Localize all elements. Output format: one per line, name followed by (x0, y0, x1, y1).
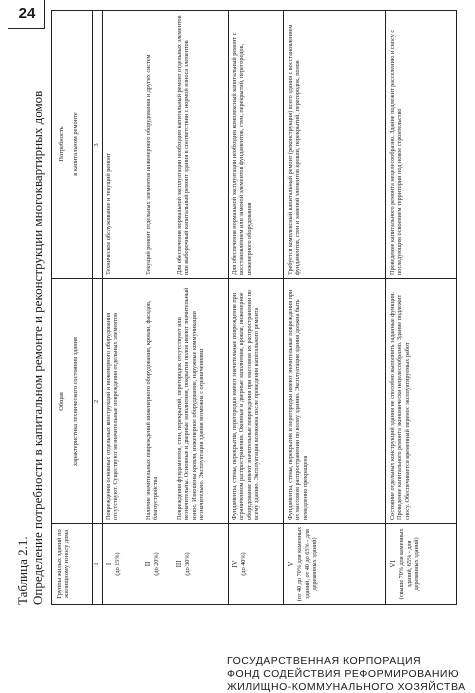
column-number: 3 (93, 143, 100, 147)
characteristic-cell: Повреждения фундаментов, стен, перекрытий, перегородок отсутствуют или незначительны. Основные и дверные заполнения, покрытия полов имеют значительный износ. Изношены кровля, инженерное оборудование, наружные коммуникации незначительно. Эксплуатация здания возможна с ограничениями (176, 287, 206, 520)
header-need-line1: Потребность (58, 126, 65, 162)
number-row-rule (102, 11, 103, 604)
group-range: (от 40 до 70% для каменных зданий, от 40 до 65% - для деревянных зданий) (296, 526, 319, 602)
table-title: Определение потребности в капитальном ремонте и реконструкции многоквартирных домов (30, 90, 45, 605)
need-cell: Для обеспечения нормальной эксплуатации необходим комплексный капитальный ремонт с восстановлением или заменой элементов фундаментов, стен, перекрытий, перегородок, инженерного оборудования (231, 32, 253, 275)
group-cell (232, 526, 280, 602)
group-roman: VI (390, 560, 397, 568)
need-cell: Для обеспечения нормальной эксплуатации необходим капитальный ремонт отдельных элементов или выборочный капитальный ремонт здания в соответствии с нормой износа элементов (176, 15, 191, 275)
row-rule-4 (283, 11, 284, 604)
header-group: Группы жилых зданий по жилищному износу дома (56, 529, 71, 599)
characteristic-cell: Фундаменты, стены, перекрытия и перегородки имеют значительные повреждения при их массовом распространении по всему зданию. Эксплуатация здания должна быть немедленно прекращена (287, 289, 309, 520)
footer-org-line2: ФОНД СОДЕЙСТВИЯ РЕФОРМИРОВАНИЮ (227, 668, 460, 680)
group-cell (390, 526, 454, 602)
group-range: (до 30%) (184, 552, 192, 576)
column-divider-1 (52, 523, 456, 524)
group-range: (свыше 70% для каменных зданий, 65% - для деревянных зданий) (398, 528, 421, 600)
header-characteristic-line2: характеристика технического состояния здания (72, 337, 79, 466)
group-cell (176, 526, 226, 602)
group-range: (до 15%) (114, 552, 122, 576)
header-need-line2: в капитальном ремонте (72, 112, 79, 176)
column-number: 1 (93, 562, 100, 566)
footer-org-line3: ЖИЛИЩНО-КОММУНАЛЬНОГО ХОЗЯЙСТВА (227, 681, 466, 693)
column-divider-2 (52, 278, 456, 279)
group-roman: IV (232, 560, 239, 568)
row-rule-3 (228, 11, 229, 604)
characteristic-cell: Состояние отдельных конструкций здания не способно выполнять заданные функции. Проведение капитального ремонта экономически нецелесообразно. Здание подлежит сносу. Обеспечивается временный перенос эксплуатируемых работ (389, 292, 411, 520)
group-range: (до 20%) (153, 552, 161, 576)
characteristic-cell: Повреждения основных отдельных конструкций и инженерного оборудования отсутствуют. Существуют незначительные повреждения отдельных элементов (105, 312, 120, 520)
rotated-table-area (15, 0, 460, 660)
characteristic-cell: Наличие значительных повреждений инженерного оборудования, кровли, фасадов, благоустройства (145, 300, 160, 520)
characteristic-cell: Фундаменты, стены, перекрытия, перегородки имеют значительные повреждения при ограниченном распространении. Оконные и дверные заполнения, кровля, инженерное оборудование имеют значительные повреждения при массовом их распространении по всему зданию. Эксплуатация возможна после проведения капитального ремонта (231, 290, 261, 520)
need-cell: Текущий ремонт отдельных элементов инженерного оборудования и других систем (145, 54, 152, 275)
group-cell (106, 526, 140, 602)
need-cell: Проведение капитального ремонта нецелесообразно. Здание подлежит расселению и сносу с последующим освоением территории под новое строительство (389, 29, 404, 275)
requirements-table (51, 10, 457, 605)
footer-org-line1: ГОСУДАРСТВЕННАЯ КОРПОРАЦИЯ (227, 655, 422, 667)
need-cell: Техническое обслуживание и текущий ремонт (105, 152, 112, 275)
need-cell: Требуется комплексный капитальный ремонт (реконструкция) всего здания с восстановлением фундаментов, стен и заменой элементов кровли, перекрытий, перегородок, полов (287, 24, 302, 275)
group-roman: II (145, 561, 152, 567)
page-number: 24 (18, 5, 36, 22)
group-cell (288, 526, 383, 602)
row-rule-5 (385, 11, 386, 604)
table-label: Таблица 2.1. (15, 536, 30, 605)
group-cell (145, 526, 173, 602)
group-roman: I (106, 562, 113, 566)
group-roman: III (176, 560, 183, 568)
group-range: (до 40%) (240, 552, 248, 576)
group-roman: V (288, 561, 295, 567)
header-characteristic-line1: Общая (58, 392, 65, 411)
column-number: 2 (93, 399, 100, 404)
